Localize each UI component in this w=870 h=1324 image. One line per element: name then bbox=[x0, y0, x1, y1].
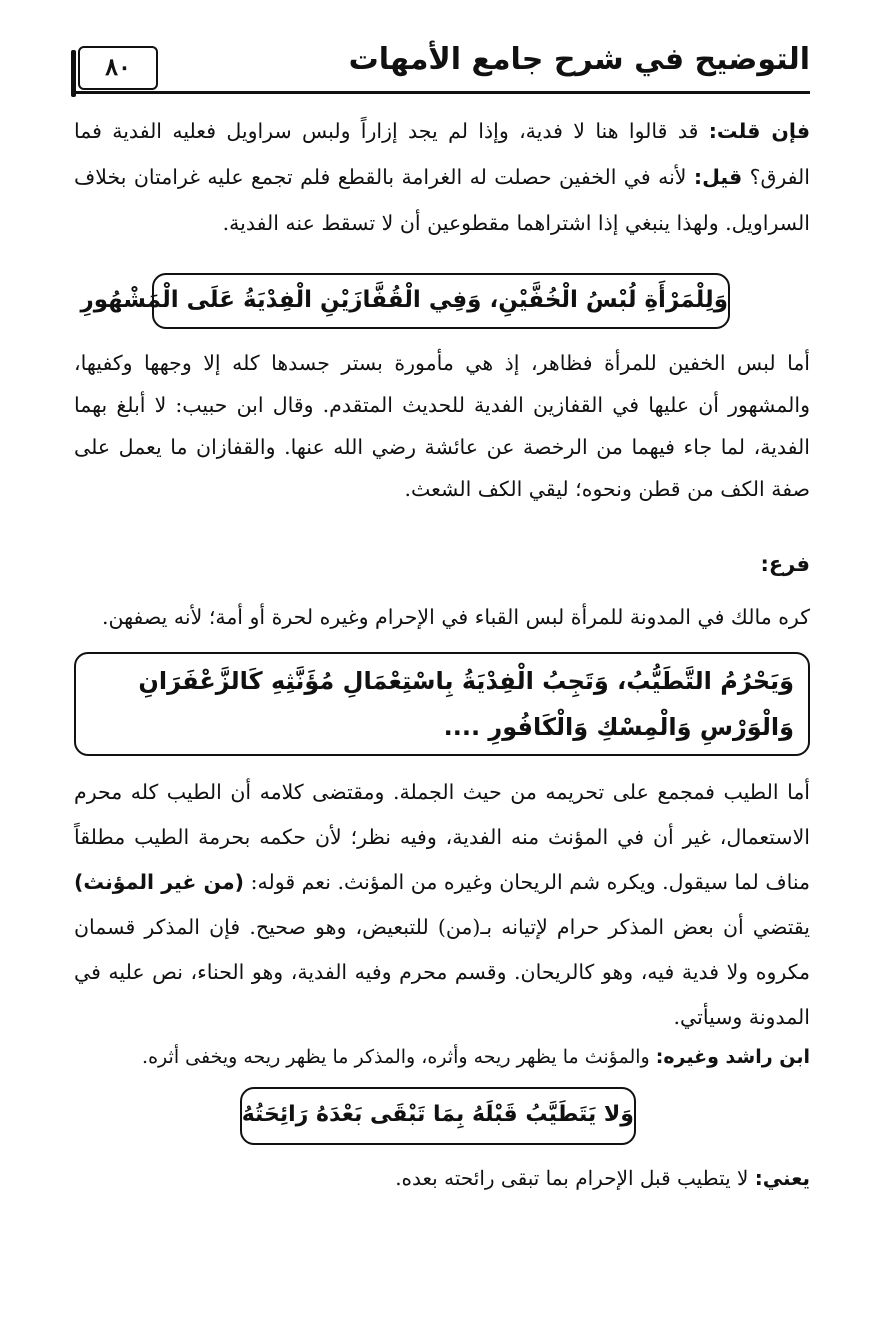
matn-box-3: وَلا يَتَطَيَّبُ قَبْلَهُ بِمَا تَبْقَى بَعْدَهُ رَائِحَتُهُ bbox=[240, 1087, 636, 1145]
paragraph-2: أما لبس الخفين للمرأة فظاهر، إذ هي مأمورة بستر جسدها كله إلا وجهها وكفيها، والمشهور أن عليها في القفازين الفدية للحديث المتقدم. وقال ابن حبيب: لا أبلغ بهما الفدية، لما جاء فيهما من الرخصة عن عائشة رضي الله عنها. والقفازان ما يعمل على صفة الكف من قطن ونحوه؛ ليقي الكف الشعث. bbox=[74, 351, 810, 501]
lead-in-qil: قيل: bbox=[693, 165, 743, 189]
page-number: ٨٠ bbox=[105, 52, 131, 81]
header-rule bbox=[72, 91, 810, 94]
paragraph-1 bbox=[74, 108, 810, 246]
page-header bbox=[72, 36, 810, 94]
paragraph-6-text: لا يتطيب قبل الإحرام بما تبقى رائحته بعده. bbox=[395, 1166, 755, 1190]
paragraph-5 bbox=[74, 1039, 810, 1075]
paragraph-4 bbox=[74, 770, 810, 1040]
paragraph-6 bbox=[74, 1160, 810, 1196]
matn-box-2: وَيَحْرُمُ التَّطَيُّبُ، وَتَجِبُ الْفِدْيَةُ بِاسْتِعْمَالِ مُؤَنَّثِهِ كَالزَّعْفَرَانِ وَالْوَرْسِ وَالْمِسْكِ وَالْكَافُورِ .... bbox=[74, 652, 810, 756]
paragraph-4-quote: (من غير المؤنث) bbox=[74, 870, 245, 894]
far3-label: فرع: bbox=[760, 552, 810, 576]
paragraph-4-text-a: أما الطيب فمجمع على تحريمه من حيث الجملة. ومقتضى كلامه أن الطيب كله محرم الاستعمال، غير أن في المؤنث منه الفدية، وفيه نظر؛ لأن حكمه بحرمة الطيب مطلقاً مناف لما سيقول. ويكره شم الريحان وغيره من المؤنث. نعم قوله: bbox=[74, 780, 810, 894]
book-title: التوضيح في شرح جامع الأمهات bbox=[348, 42, 810, 77]
page-number-box bbox=[78, 46, 158, 90]
paragraph-5-text: والمؤنث ما يظهر ريحه وأثره، والمذكر ما يظهر ريحه ويخفى أثره. bbox=[142, 1046, 656, 1068]
paragraph-4-text-b: يقتضي أن بعض المذكر حرام لإتيانه بـ(من) للتبعيض، وهو صحيح. فإن المذكر قسمان مكروه ولا فدية فيه، وهو كالريحان. وقسم محرم وفيه الفدية، وهو الحناء، نص عليه في المدونة وسيأتي. bbox=[74, 915, 810, 1029]
paragraph-3: كره مالك في المدونة للمرأة لبس القباء في الإحرام وغيره لحرة أو أمة؛ لأنه يصفهن. bbox=[101, 605, 810, 629]
matn-box-1: وَلِلْمَرْأَةِ لُبْسُ الْخُفَّيْنِ، وَفِي الْقُفَّازَيْنِ الْفِدْيَةُ عَلَى الْمَشْهُورِ bbox=[152, 273, 730, 329]
paragraph-1-text-b: لأنه في الخفين حصلت له الغرامة بالقطع فلم تجمع عليه غرامتان بخلاف السراويل. ولهذا ينبغي إذا اشتراهما مقطوعين أن لا تسقط عنه الفدية. bbox=[74, 165, 810, 235]
lead-in-qult: فإن قلت: bbox=[708, 119, 810, 143]
lead-in-yani: يعني: bbox=[754, 1166, 810, 1190]
lead-in-ibn-rashid: ابن راشد وغيره: bbox=[655, 1046, 810, 1068]
paragraph-1-text-a: قد قالوا هنا لا فدية، وإذا لم يجد إزاراً ولبس سراويل فعليه الفدية فما الفرق؟ bbox=[74, 119, 810, 189]
